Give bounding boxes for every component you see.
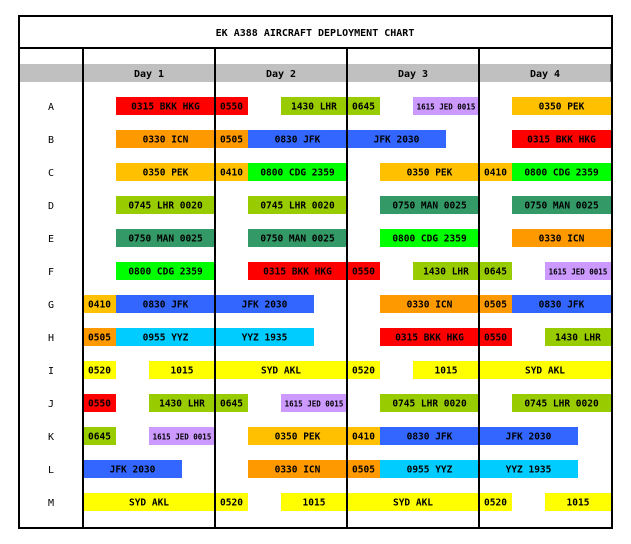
bar-label: 0750 MAN 0025 xyxy=(392,200,467,212)
bar-segment xyxy=(479,361,611,379)
bar-segment xyxy=(347,361,380,379)
bar-label: 0410 xyxy=(220,167,243,179)
bar-label: 1615 JED 0015 xyxy=(284,399,344,409)
bar-segment xyxy=(281,493,347,511)
bar-segment xyxy=(380,394,479,412)
bar-label: 0955 YYZ xyxy=(406,464,453,476)
bar-label: SYD AKL xyxy=(524,365,566,377)
row-label: G xyxy=(47,300,55,311)
bar-label: 0800 CDG 2359 xyxy=(260,167,335,179)
bar-segment xyxy=(248,427,347,445)
bar-label: YYZ 1935 xyxy=(505,464,552,476)
bar-segment xyxy=(380,163,479,181)
row-label: F xyxy=(47,267,55,278)
bar-segment xyxy=(215,295,314,313)
bar-segment xyxy=(380,229,479,247)
bar-label: 0410 xyxy=(352,431,375,443)
bar-label: SYD AKL xyxy=(392,497,434,509)
bar-label: 0520 xyxy=(88,365,111,377)
bar-segment xyxy=(116,130,215,148)
bar-label: 1430 LHR xyxy=(423,266,469,278)
bar-label: 0505 xyxy=(484,299,507,311)
bar-segment xyxy=(83,295,116,313)
bar-label: 1615 JED 0015 xyxy=(152,432,212,442)
bar-segment xyxy=(479,427,578,445)
bar-segment xyxy=(479,460,578,478)
bar-segment xyxy=(149,361,215,379)
bar-label: 1015 xyxy=(302,497,326,509)
day-header: Day 1 xyxy=(133,69,165,80)
bar-label: 0520 xyxy=(484,497,507,509)
bar-label: 0315 BKK HKG xyxy=(131,101,200,113)
day-header: Day 4 xyxy=(529,69,561,80)
bar-label: JFK 2030 xyxy=(109,464,156,476)
bar-segment xyxy=(545,262,611,280)
bar-segment xyxy=(215,328,314,346)
row-label: C xyxy=(47,168,55,179)
bar-label: 0505 xyxy=(352,464,375,476)
bar-label: 0350 PEK xyxy=(406,167,453,179)
bar-label: 0750 MAN 0025 xyxy=(524,200,599,212)
bar-label: 0830 JFK xyxy=(274,134,321,146)
bar-segment xyxy=(413,262,479,280)
bar-segment xyxy=(347,262,380,280)
bar-segment xyxy=(380,196,479,214)
bar-label: 1430 LHR xyxy=(291,101,337,113)
row-label: L xyxy=(47,465,55,476)
bar-segment xyxy=(347,460,380,478)
bar-label: 1615 JED 0015 xyxy=(548,267,608,277)
bar-segment xyxy=(215,130,248,148)
bar-segment xyxy=(116,328,215,346)
bar-segment xyxy=(215,394,248,412)
bar-segment xyxy=(116,229,215,247)
bar-label: 0645 xyxy=(352,101,375,113)
bar-label: 0520 xyxy=(220,497,243,509)
bar-label: 0750 MAN 0025 xyxy=(128,233,203,245)
bar-segment xyxy=(512,295,611,313)
row-label: H xyxy=(47,333,55,344)
day-header: Day 3 xyxy=(397,69,429,80)
bar-segment xyxy=(248,130,347,148)
day-header-band xyxy=(20,64,611,82)
bar-segment xyxy=(479,328,512,346)
bar-segment xyxy=(512,163,611,181)
bar-segment xyxy=(248,460,347,478)
bar-label: 0330 ICN xyxy=(538,233,585,245)
bar-segment xyxy=(83,493,215,511)
bar-segment xyxy=(116,196,215,214)
bar-segment xyxy=(347,130,446,148)
bar-label: 1615 JED 0015 xyxy=(416,102,476,112)
bar-segment xyxy=(380,295,479,313)
bar-segment xyxy=(512,97,611,115)
chart-title: EK A388 AIRCRAFT DEPLOYMENT CHART xyxy=(215,28,415,39)
bar-label: SYD AKL xyxy=(260,365,302,377)
bar-segment xyxy=(248,196,347,214)
bar-segment xyxy=(479,493,512,511)
bar-segment xyxy=(479,163,512,181)
bar-label: 0800 CDG 2359 xyxy=(524,167,599,179)
bar-segment xyxy=(83,427,116,445)
bar-segment xyxy=(512,196,611,214)
bar-segment xyxy=(116,97,215,115)
bar-segment xyxy=(116,262,215,280)
bar-label: 0350 PEK xyxy=(274,431,321,443)
bar-segment xyxy=(83,460,182,478)
row-label: B xyxy=(47,135,55,146)
bar-label: SYD AKL xyxy=(128,497,170,509)
row-label: E xyxy=(47,234,55,245)
bar-segment xyxy=(512,394,611,412)
bar-label: 0315 BKK HKG xyxy=(527,134,596,146)
bar-segment xyxy=(545,328,611,346)
bar-label: 1015 xyxy=(170,365,194,377)
bar-label: 0505 xyxy=(88,332,111,344)
bar-label: 0750 MAN 0025 xyxy=(260,233,335,245)
bar-segment xyxy=(380,328,479,346)
day-header: Day 2 xyxy=(265,69,297,80)
bar-label: 0315 BKK HKG xyxy=(263,266,332,278)
bar-label: 0520 xyxy=(352,365,375,377)
bar-label: 0830 JFK xyxy=(406,431,453,443)
bar-segment xyxy=(281,97,347,115)
bar-segment xyxy=(479,295,512,313)
bar-label: 0410 xyxy=(88,299,111,311)
bar-label: 0330 ICN xyxy=(274,464,321,476)
bar-label: YYZ 1935 xyxy=(241,332,288,344)
bar-segment xyxy=(215,163,248,181)
row-label: A xyxy=(47,102,55,113)
bar-label: 0645 xyxy=(220,398,243,410)
bar-segment xyxy=(248,229,347,247)
bar-label: 0830 JFK xyxy=(142,299,189,311)
row-label: I xyxy=(47,366,55,377)
bar-segment xyxy=(149,394,215,412)
bar-label: 1015 xyxy=(566,497,590,509)
bar-label: 0505 xyxy=(220,134,243,146)
bar-label: 0645 xyxy=(484,266,507,278)
bar-segment xyxy=(149,427,215,445)
bar-segment xyxy=(413,361,479,379)
row-label: M xyxy=(47,498,55,509)
bar-label: 0830 JFK xyxy=(538,299,585,311)
bar-segment xyxy=(545,493,611,511)
bar-segment xyxy=(215,97,248,115)
bar-segment xyxy=(83,361,116,379)
bar-segment xyxy=(512,130,611,148)
bar-segment xyxy=(281,394,347,412)
bar-label: 1430 LHR xyxy=(159,398,205,410)
bar-label: JFK 2030 xyxy=(373,134,420,146)
bar-label: 1430 LHR xyxy=(555,332,601,344)
bar-label: 0550 xyxy=(484,332,507,344)
bar-segment xyxy=(116,163,215,181)
bar-label: 0350 PEK xyxy=(142,167,189,179)
bar-label: 0315 BKK HKG xyxy=(395,332,464,344)
bar-segment xyxy=(347,97,380,115)
bar-segment xyxy=(380,460,479,478)
bar-segment xyxy=(512,229,611,247)
bar-label: 0745 LHR 0020 xyxy=(392,398,467,410)
bar-segment xyxy=(83,328,116,346)
row-label: J xyxy=(47,399,55,410)
bar-label: 0800 CDG 2359 xyxy=(128,266,203,278)
bar-label: 0550 xyxy=(220,101,243,113)
bar-segment xyxy=(413,97,479,115)
bar-label: JFK 2030 xyxy=(505,431,552,443)
bar-segment xyxy=(347,427,380,445)
bar-label: 0800 CDG 2359 xyxy=(392,233,467,245)
bar-segment xyxy=(248,163,347,181)
bar-label: 0645 xyxy=(88,431,111,443)
bar-segment xyxy=(479,262,512,280)
bar-segment xyxy=(380,427,479,445)
bar-label: 0550 xyxy=(352,266,375,278)
bar-label: 0745 LHR 0020 xyxy=(260,200,335,212)
bar-segment xyxy=(347,493,479,511)
bar-label: 0550 xyxy=(88,398,111,410)
bar-label: 0350 PEK xyxy=(538,101,585,113)
bar-label: 0330 ICN xyxy=(142,134,189,146)
bar-segment xyxy=(215,361,347,379)
bar-label: 0410 xyxy=(484,167,507,179)
row-label: D xyxy=(47,201,55,212)
bar-label: 0330 ICN xyxy=(406,299,453,311)
bar-label: 1015 xyxy=(434,365,458,377)
row-label: K xyxy=(47,432,55,443)
bar-label: 0745 LHR 0020 xyxy=(128,200,203,212)
bar-segment xyxy=(248,262,347,280)
bar-label: 0745 LHR 0020 xyxy=(524,398,599,410)
bar-segment xyxy=(83,394,116,412)
bar-segment xyxy=(215,493,248,511)
bar-label: JFK 2030 xyxy=(241,299,288,311)
bar-label: 0955 YYZ xyxy=(142,332,189,344)
bar-segment xyxy=(116,295,215,313)
